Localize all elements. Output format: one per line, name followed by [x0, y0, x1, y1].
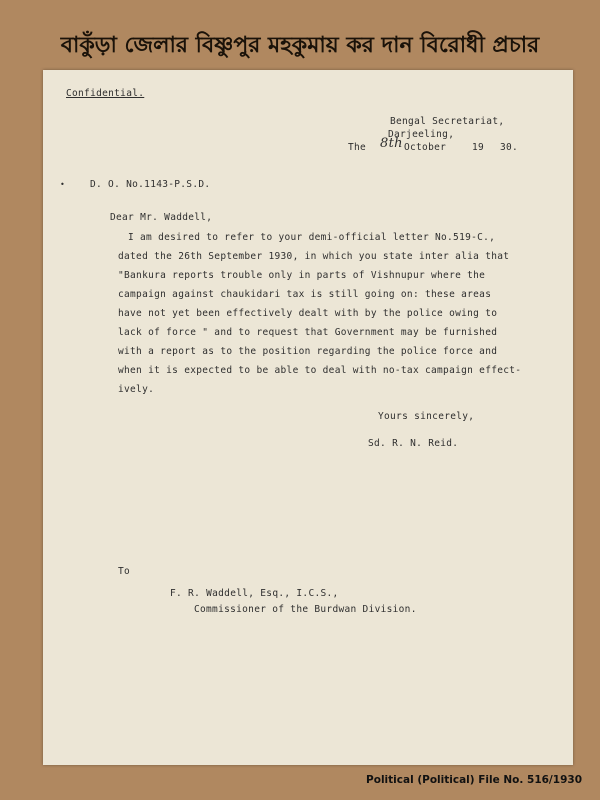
- classification-label: Confidential.: [66, 88, 145, 99]
- addressee-title: Commissioner of the Burdwan Division.: [194, 604, 417, 615]
- body-line: I am desired to refer to your demi-official letter No.519-C.,: [128, 232, 496, 243]
- closing-line: Yours sincerely,: [378, 411, 475, 422]
- body-line: lack of force " and to request that Government may be furnished: [118, 327, 498, 338]
- signature-line: Sd. R. N. Reid.: [368, 438, 459, 449]
- salutation: Dear Mr. Waddell,: [110, 212, 213, 223]
- reference-number: D. O. No.1143-P.S.D.: [90, 179, 211, 190]
- sender-office-line: Bengal Secretariat,: [390, 116, 505, 127]
- bullet-icon: •: [60, 180, 66, 189]
- letter-document: [43, 70, 573, 765]
- to-label: To: [118, 566, 131, 577]
- body-line: "Bankura reports trouble only in parts of Vishnupur where the: [118, 270, 486, 281]
- body-line: with a report as to the position regarding the police force and: [118, 346, 498, 357]
- page-title: বাকুঁড়া জেলার বিষ্ণুপুর মহকুমায় কর দান বিরোধী প্রচার: [60, 33, 540, 58]
- addressee-name: F. R. Waddell, Esq., I.C.S.,: [170, 588, 339, 599]
- body-line: campaign against chaukidari tax is still going on: these areas: [118, 289, 492, 300]
- date-month: October: [404, 142, 447, 153]
- body-line: ively.: [118, 384, 155, 395]
- body-line: when it is expected to be able to deal with no-tax campaign effect-: [118, 365, 522, 376]
- sender-office-line: Darjeeling,: [388, 129, 455, 140]
- date-prefix: The: [348, 142, 367, 153]
- date-day-handwritten: 8th: [380, 136, 403, 151]
- file-reference-caption: Political (Political) File No. 516/1930: [366, 774, 582, 786]
- date-year: 30.: [500, 142, 519, 153]
- body-line: dated the 26th September 1930, in which you state inter alia that: [118, 251, 510, 262]
- date-year: 19: [472, 142, 485, 153]
- body-line: have not yet been effectively dealt with by the police owing to: [118, 308, 498, 319]
